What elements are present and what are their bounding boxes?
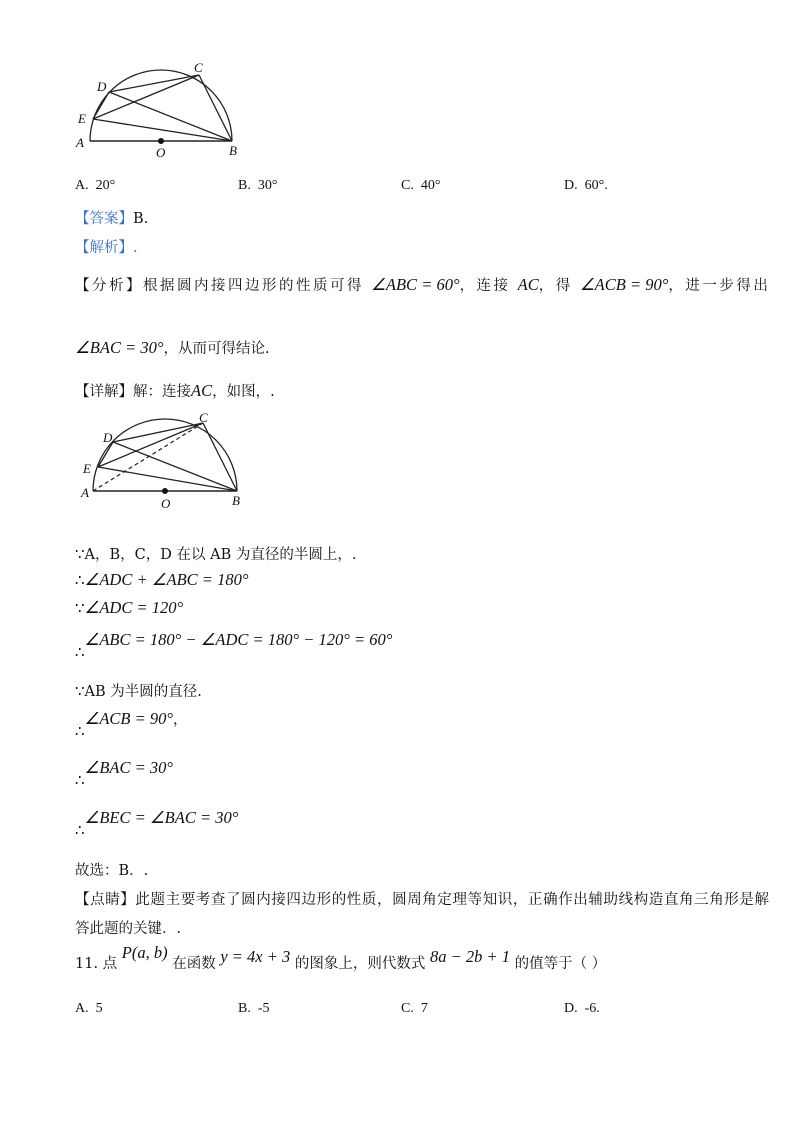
step-5: ∵AB 为半圆的直径. [75, 682, 202, 700]
point-label-c: C [194, 60, 203, 75]
answer-line: 【答案】B. [75, 211, 149, 227]
point-label-b: B [229, 143, 237, 158]
q10-option-c: C. 40° [401, 178, 441, 193]
detail-line: 【详解】解：连接AC，如图，. [75, 381, 275, 400]
q11-option-a: A. 5 [75, 1001, 103, 1016]
geometry-figure-1 [70, 55, 260, 165]
point-label-a: A [76, 135, 84, 150]
q11-option-d: D. -6. [564, 1001, 600, 1016]
analysis-tag: 【解析】. [75, 240, 138, 256]
step-4: ∴∠ABC = 180° − ∠ADC = 180° − 120° = 60° [75, 630, 393, 661]
answer-tag: 【答案】 [75, 211, 133, 227]
question-11: 11. 点 P(a, b) 在函数 y = 4x + 3 的图象上，则代数式 8a − 2b + 1 的值等于（ ） [75, 943, 607, 972]
step-6: ∴∠ACB = 90°， [75, 709, 188, 740]
analysis-paragraph-line1: 【分析】根据圆内接四边形的性质可得 ∠ABC = 60°，连接 AC，得 ∠ACB = 90°，进一步得出 [75, 275, 771, 294]
step-8: ∴∠BEC = ∠BAC = 30° [75, 808, 239, 839]
geometry-figure-2 [75, 405, 265, 515]
point-label-d: D [103, 430, 113, 445]
step-2: ∴∠ADC + ∠ABC = 180° [75, 570, 249, 589]
point-label-o: O [161, 496, 171, 511]
analysis-paragraph-line2: ∠BAC = 30°，从而可得结论. [75, 338, 270, 357]
point-label-b: B [232, 493, 240, 508]
point-label-e: E [83, 461, 91, 476]
step-3: ∵∠ADC = 120° [75, 598, 184, 617]
step-7: ∴∠BAC = 30° [75, 758, 173, 789]
dianjing-line1: 【点睛】此题主要考查了圆内接四边形的性质，圆周角定理等知识，正确作出辅助线构造直角三角形是解 [75, 892, 770, 908]
point-label-c: C [199, 410, 208, 425]
q11-option-c: C. 7 [401, 1001, 428, 1016]
q10-option-a: A. 20° [75, 178, 116, 193]
dianjing-line2: 答此题的关键．. [75, 921, 182, 937]
point-label-o: O [156, 145, 166, 160]
step-1: ∵A，B，C，D 在以 AB 为直径的半圆上，. [75, 545, 357, 563]
point-label-e: E [78, 111, 86, 126]
q10-option-b: B. 30° [238, 178, 278, 193]
choose-line: 故选：B．. [75, 863, 149, 879]
point-label-a: A [81, 485, 89, 500]
q10-option-d: D. 60°. [564, 178, 608, 193]
q11-option-b: B. -5 [238, 1001, 270, 1016]
point-label-d: D [97, 79, 107, 94]
